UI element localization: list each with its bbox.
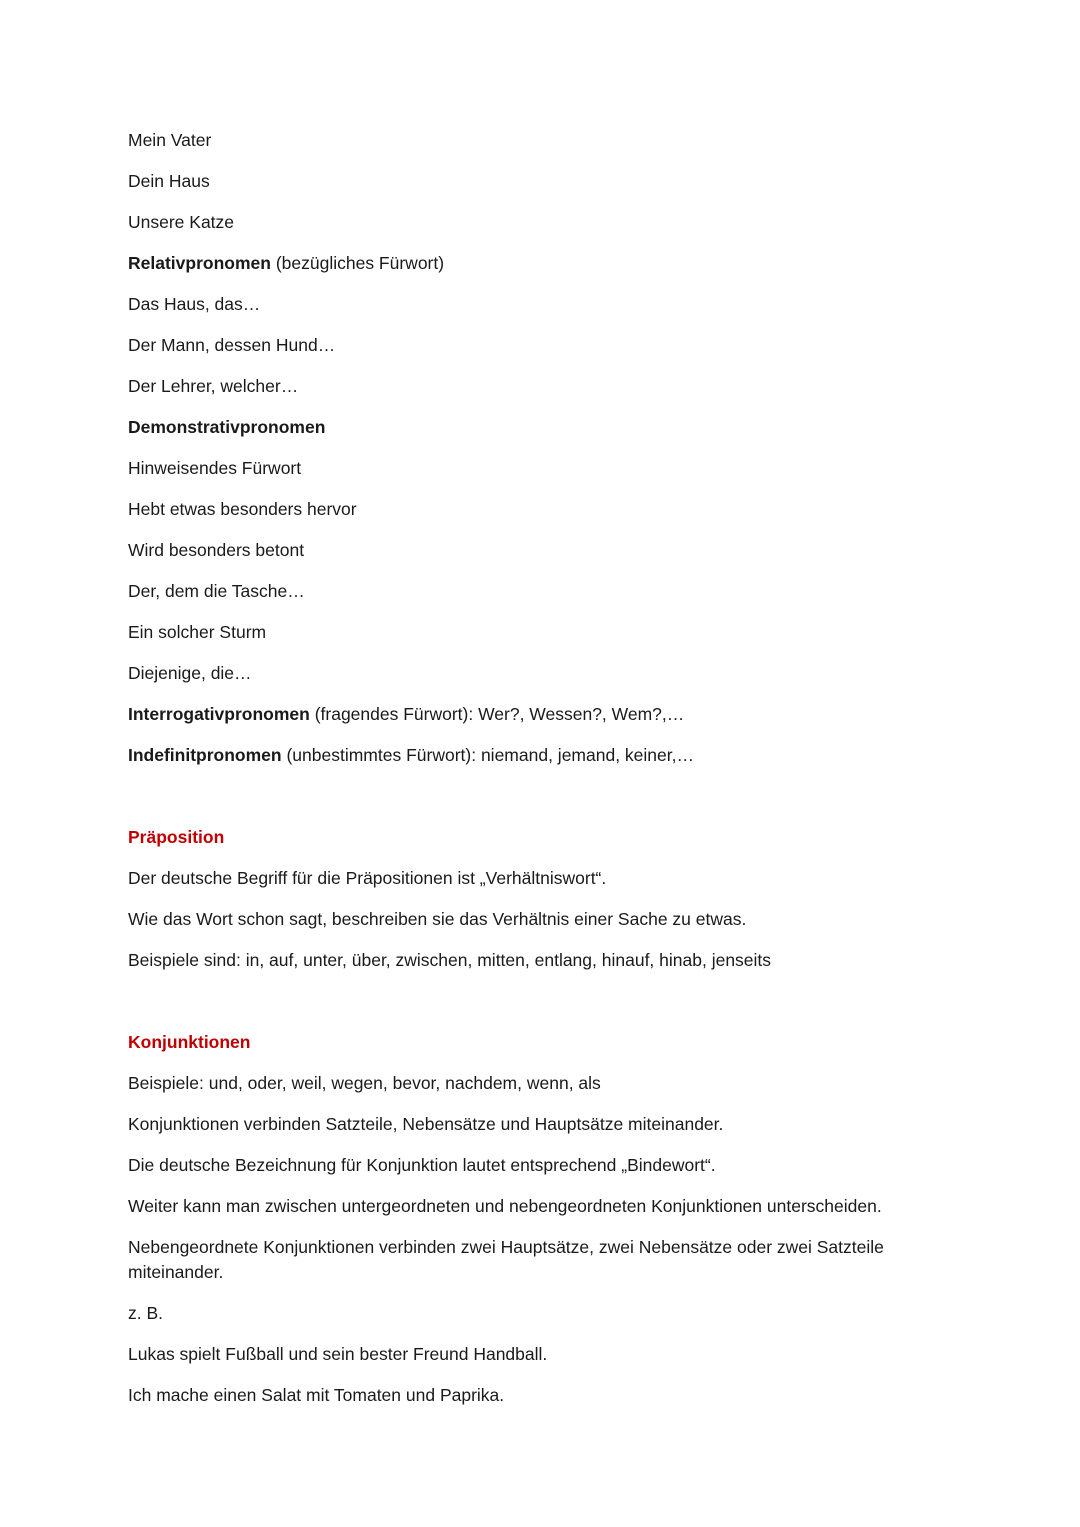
- relativpronomen-desc: (bezügliches Fürwort): [270, 253, 445, 273]
- text-line: Diejenige, die…: [128, 663, 252, 683]
- interrogativpronomen-desc: (fragendes Fürwort): Wer?, Wessen?, Wem?,…: [309, 704, 685, 724]
- text-line: Beispiele sind: in, auf, unter, über, zwischen, mitten, entlang, hinauf, hinab, jenseits: [128, 950, 772, 970]
- section-gap: [128, 989, 948, 1030]
- konjunktionen-heading: Konjunktionen: [128, 1032, 251, 1052]
- text-line: Hebt etwas besonders hervor: [128, 499, 357, 519]
- indefinitpronomen-desc: (unbestimmtes Fürwort): niemand, jemand, keiner,…: [281, 745, 694, 765]
- text-line: Der Lehrer, welcher…: [128, 376, 299, 396]
- text-line: Hinweisendes Fürwort: [128, 458, 302, 478]
- text-line: Der, dem die Tasche…: [128, 581, 305, 601]
- text-line: Wird besonders betont: [128, 540, 305, 560]
- text-line: Beispiele: und, oder, weil, wegen, bevor, nachdem, wenn, als: [128, 1073, 601, 1093]
- interrogativpronomen-term: Interrogativpronomen: [128, 704, 310, 724]
- text-line: Konjunktionen verbinden Satzteile, Nebensätze und Hauptsätze miteinander.: [128, 1114, 724, 1134]
- text-line: Nebengeordnete Konjunktionen verbinden zwei Hauptsätze, zwei Nebensätze oder zwei Satzteile miteinander.: [128, 1237, 884, 1282]
- text-line: Der deutsche Begriff für die Präpositionen ist „Verhältniswort“.: [128, 868, 607, 888]
- text-line: Die deutsche Bezeichnung für Konjunktion lautet entsprechend „Bindewort“.: [128, 1155, 716, 1175]
- text-line: Mein Vater: [128, 130, 212, 150]
- text-line: Dein Haus: [128, 171, 210, 191]
- section-gap: [128, 784, 948, 825]
- text-line: Der Mann, dessen Hund…: [128, 335, 336, 355]
- interrogativpronomen-line: [128, 702, 948, 727]
- praeposition-heading: Präposition: [128, 827, 225, 847]
- indefinitpronomen-term: Indefinitpronomen: [128, 745, 282, 765]
- example-sentence: Ich mache einen Salat mit Tomaten und Paprika.: [128, 1385, 505, 1405]
- example-sentence: Lukas spielt Fußball und sein bester Freund Handball.: [128, 1344, 548, 1364]
- text-line: z. B.: [128, 1303, 164, 1323]
- relativpronomen-line: [128, 251, 948, 276]
- demonstrativpronomen-term: Demonstrativpronomen: [128, 417, 326, 437]
- relativpronomen-term: Relativpronomen: [128, 253, 271, 273]
- text-line: Weiter kann man zwischen untergeordneten und nebengeordneten Konjunktionen unterscheiden.: [128, 1196, 882, 1216]
- indefinitpronomen-line: [128, 743, 948, 768]
- text-line: Unsere Katze: [128, 212, 235, 232]
- text-line: Das Haus, das…: [128, 294, 261, 314]
- text-line: Ein solcher Sturm: [128, 622, 267, 642]
- document-page: [128, 128, 948, 1424]
- text-line: Wie das Wort schon sagt, beschreiben sie das Verhältnis einer Sache zu etwas.: [128, 909, 747, 929]
